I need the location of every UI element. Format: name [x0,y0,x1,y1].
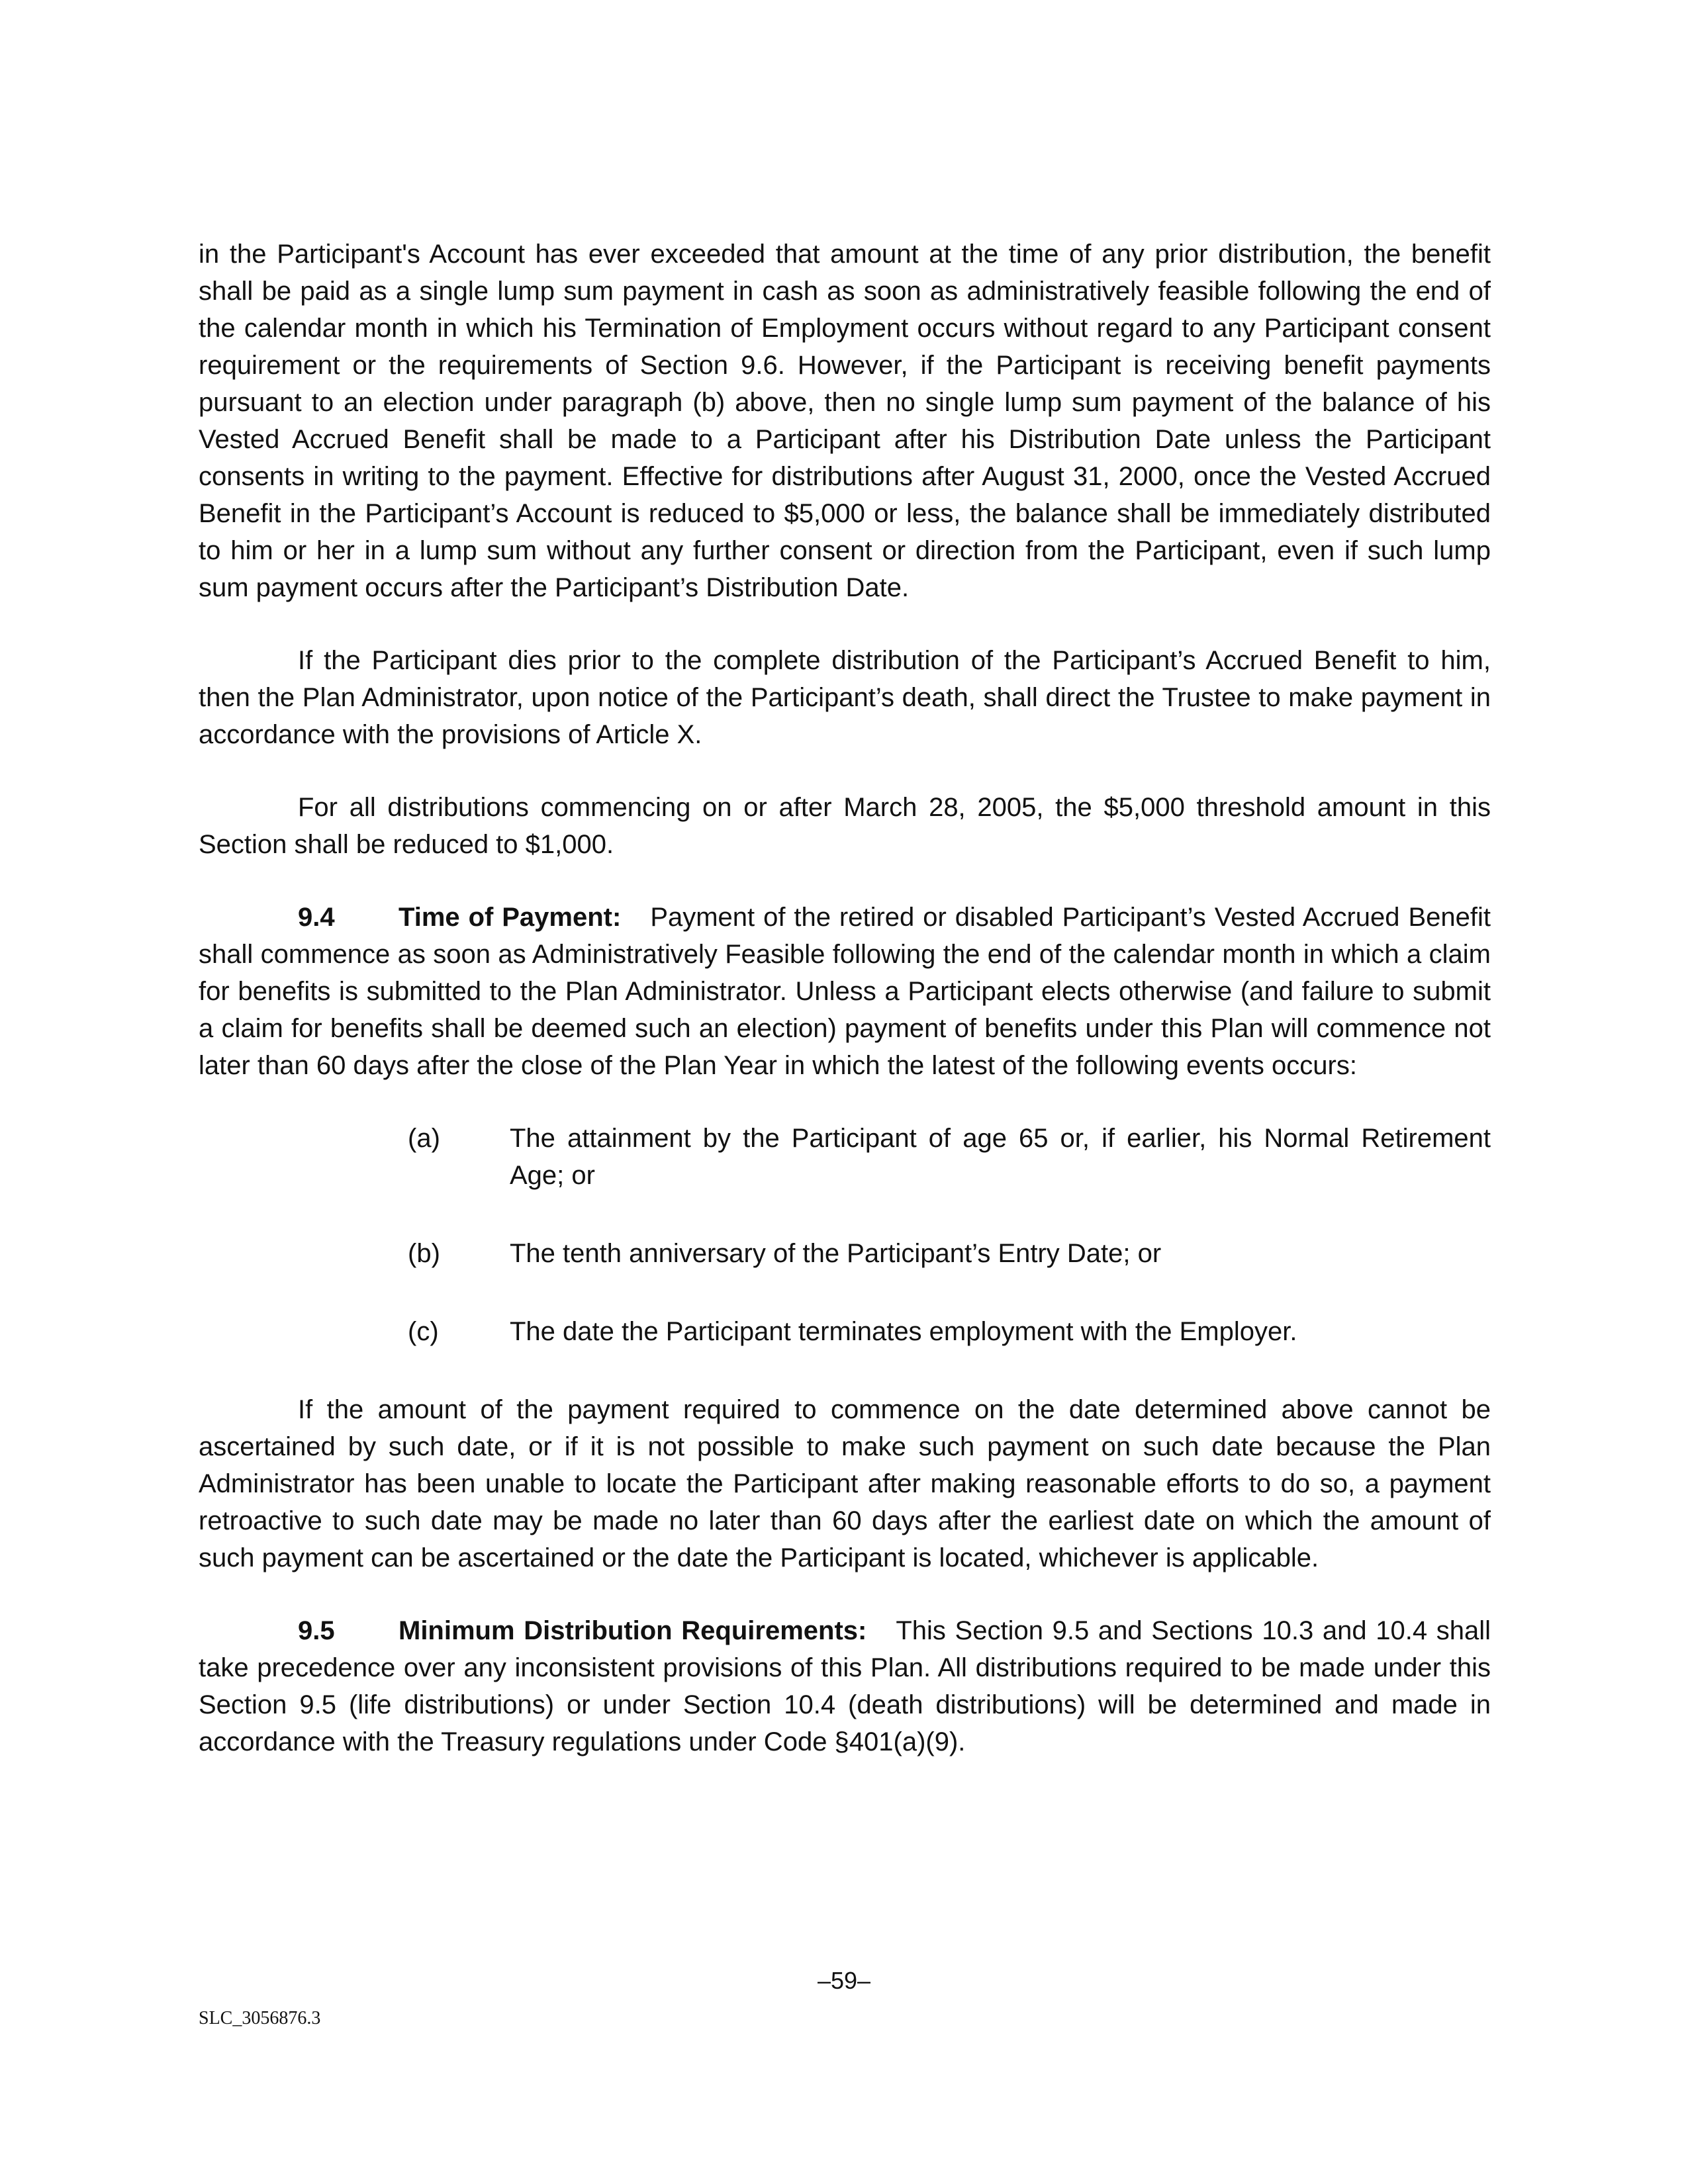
section-title: Time of Payment: [399,903,622,932]
paragraph-threshold: For all distributions commencing on or after March 28, 2005, the $5,000 threshold amount in this Section shall be reduced to $1,000. [199,793,1491,859]
list-text: The tenth anniversary of the Participant’s Entry Date; or [510,1239,1162,1268]
section-number: 9.5 [298,1616,335,1645]
list-item [199,1120,1491,1194]
paragraph-continuation: in the Participant's Account has ever exceeded that amount at the time of any prior distribution, the benefit shall be paid as a single lump sum payment in cash as soon as administratively feasible following the end of the calendar month in which his Termination of Employment occurs without regard to any Participant consent requirement or the requirements of Section 9.6. However, if the Participant is receiving benefit payments pursuant to an election under paragraph (b) above, then no single lump sum payment of the balance of his Vested Accrued Benefit shall be made to a Participant after his Distribution Date unless the Participant consents in writing to the payment. Effective for distributions after August 31, 2000, once the Vested Accrued Benefit in the Participant’s Account is reduced to $5,000 or less, the balance shall be immediately distributed to him or her in a lump sum without any further consent or direction from the Participant, even if such lump sum payment occurs after the Participant’s Distribution Date. [199,240,1491,602]
section-9-4 [199,899,1491,1084]
section-9-5 [199,1612,1491,1760]
page-number: –59– [817,1967,871,1994]
section-title: Minimum Distribution Requirements: [399,1616,867,1645]
list-item [199,1313,1491,1350]
events-list [199,1120,1491,1350]
document-body [199,236,1491,1796]
list-marker: (c) [408,1317,439,1346]
section-body: Payment of the retired or disabled Participant’s Vested Accrued Benefit shall commence as soon as Administratively Feasible following the end of the calendar month in which a claim for benefits is submitted to the Plan Administrator. Unless a Participant elects otherwise (and failure to submit a claim for benefits shall be deemed such an election) payment of benefits under this Plan will commence not later than 60 days after the close of the Plan Year in which the latest of the following events occurs: [199,903,1491,1080]
section-number: 9.4 [298,903,335,932]
list-marker: (b) [408,1239,440,1268]
list-text: The date the Participant terminates employment with the Employer. [510,1317,1297,1346]
document-id: SLC_3056876.3 [199,2008,321,2028]
list-text: The attainment by the Participant of age 65 or, if earlier, his Normal Retirement Age; or [510,1124,1491,1190]
paragraph-ascertain: If the amount of the payment required to commence on the date determined above cannot be ascertained by such date, or if it is not possible to make such payment on such date because the Plan Administrator has been unable to locate the Participant after making reasonable efforts to do so, a payment retroactive to such date may be made no later than 60 days after the earliest date on which the amount of such payment can be ascertained or the date the Participant is located, whichever is applicable. [199,1395,1491,1572]
list-item [199,1235,1491,1272]
section-body: This Section 9.5 and Sections 10.3 and 10.4 shall take precedence over any inconsistent provisions of this Plan. All distributions required to be made under this Section 9.5 (life distributions) or under Section 10.4 (death distributions) will be determined and made in accordance with the Treasury regulations under Code §401(a)(9). [199,1616,1491,1756]
list-marker: (a) [408,1124,440,1153]
paragraph-participant-death: If the Participant dies prior to the complete distribution of the Participant’s Accrued Benefit to him, then the Plan Administrator, upon notice of the Participant’s death, shall direct the Trustee to make payment in accordance with the provisions of Article X. [199,646,1491,749]
